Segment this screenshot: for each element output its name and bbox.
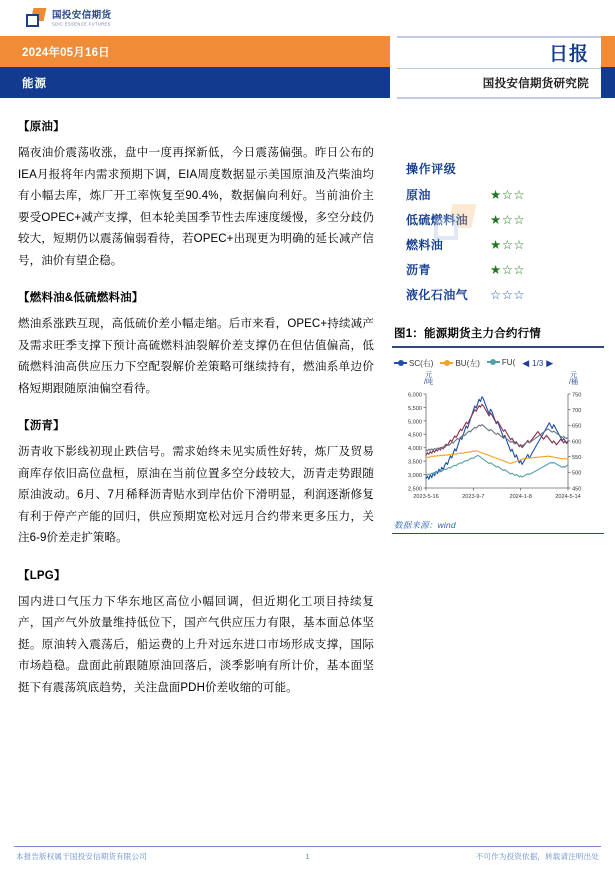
copyright-text: 本报告版权属于国投安信期货有限公司 [16, 852, 147, 861]
section-crude-oil [18, 118, 374, 272]
section-asphalt [18, 417, 374, 550]
research-institute: 国投安信期货研究院 [482, 78, 589, 90]
legend-item-fu[interactable] [487, 358, 515, 367]
page-footer [0, 846, 615, 862]
legend-swatch-bu [440, 362, 453, 364]
operation-rating-table [406, 160, 604, 303]
report-sector: 能源 [22, 77, 47, 90]
chart-source: 数据来源：wind [394, 519, 456, 530]
banner-date-row [0, 36, 390, 67]
banner-edge-orange [601, 36, 615, 67]
company-logo-icon [26, 8, 46, 28]
chart-bottom-rule [392, 533, 604, 534]
legend-item-bu[interactable] [440, 358, 479, 369]
rating-product-name: 液化石油气 [406, 288, 469, 302]
svg-text:3,500: 3,500 [408, 459, 422, 466]
section-lpg [18, 567, 374, 700]
svg-text:550: 550 [572, 454, 582, 461]
svg-text:2024-1-8: 2024-1-8 [509, 493, 532, 500]
chart-title-rule [392, 346, 604, 348]
line-chart-svg [392, 388, 604, 516]
svg-text:6,000: 6,000 [408, 391, 422, 398]
pager-label: 1/3 [532, 358, 544, 368]
report-date: 2024年05月16日 [22, 46, 110, 59]
section-fuel-oil [18, 289, 374, 400]
legend-swatch-sc [394, 362, 407, 364]
brand-text [52, 10, 111, 27]
chart-figure [392, 325, 604, 534]
commentary-column [18, 118, 374, 716]
section-title: 【沥青】 [18, 420, 65, 432]
rating-stars: ★☆☆ [490, 187, 526, 202]
svg-text:2024-5-14: 2024-5-14 [555, 493, 581, 500]
banner-left [0, 36, 390, 98]
rating-product-name: 低硫燃料油 [406, 213, 469, 227]
svg-text:2,500: 2,500 [408, 485, 422, 492]
sidebar-column [392, 160, 604, 534]
svg-text:3,000: 3,000 [408, 472, 422, 479]
svg-text:600: 600 [572, 438, 582, 445]
rating-heading: 操作评级 [406, 162, 457, 176]
section-text: 沥青收下影线初现止跌信号。需求始终未见实质性好转，炼厂及贸易商库存依旧高位盘桓，原油在当前位置多空分歧较大，沥青走势跟随原油波动。6月、7月稀释沥青贴水到岸估价下滑明显，利润逐渐修复有利于停产产能的回归，供应预期宽松对远月合约带来更多压力，关注6-9价差走扩策略。 [18, 446, 374, 544]
legend-swatch-fu [487, 361, 500, 363]
banner-divider-bottom [397, 97, 601, 99]
brand-name-cn: 国投安信期货 [52, 9, 112, 21]
section-title: 【原油】 [18, 121, 65, 133]
chart-title: 图1：能源期货主力合约行情 [394, 328, 541, 340]
section-title: 【LPG】 [18, 569, 66, 582]
rating-row [406, 261, 604, 278]
svg-text:4,500: 4,500 [408, 432, 422, 439]
chart-legend [392, 358, 604, 388]
section-text: 国内进口气压力下华东地区高位小幅回调，但近期化工项目持续复产，国产气外放量维持低位下，国产气供应压力有限，基本面总体坚挺。原油转入震荡后，船运费的上升对远东进口市场形成支撑，国际市场趋稳。盘面此前跟随原油回落后，淡季影响有所计价，基本面坚挺下有震荡筑底趋势，关注盘面PDH价差收缩的可能。 [18, 595, 374, 694]
page-number: 1 [305, 852, 310, 861]
rating-row [406, 186, 604, 203]
svg-text:4,000: 4,000 [408, 445, 422, 452]
svg-text:5,000: 5,000 [408, 418, 422, 425]
svg-text:2023-9-7: 2023-9-7 [462, 493, 485, 500]
section-text: 燃油系涨跌互现，高低硫价差小幅走缩。后市来看，OPEC+持续减产及需求旺季支撑下预计高硫燃料油裂解价差支撑仍在但估值偏高，低硫燃料油高供应压力下空配裂解价差策略可继续持有，燃油系单边价格短期跟随原油偏空看待。 [18, 318, 374, 395]
legend-pager[interactable] [522, 358, 553, 369]
chart-plot-area [392, 388, 604, 516]
svg-text:650: 650 [572, 423, 582, 430]
legend-label-sc: SC(右) [409, 358, 434, 368]
rating-row [406, 211, 604, 228]
svg-text:450: 450 [572, 485, 582, 492]
legend-label-bu: BU(左) [455, 358, 480, 368]
brand-header [0, 0, 615, 36]
banner-edge-blue [601, 67, 615, 98]
report-banner [0, 36, 615, 98]
report-type: 日报 [548, 44, 589, 65]
svg-text:700: 700 [572, 407, 582, 414]
disclaimer-text: 不可作为投资依据，转载请注明出处 [475, 852, 599, 861]
footer-divider [14, 846, 601, 847]
section-text: 隔夜油价震荡收涨，盘中一度再探新低，今日震荡偏强。昨日公布的IEA月报将年内需求预期下调，EIA周度数据显示美国原油及汽柴油均有小幅去库，炼厂开工率恢复至90.4%，数据偏向利好。当前油价主要受OPEC+减产支撑，但本轮美国季节性去库速度缓慢，多空分歧仍较大，短期仍以震荡偏弱看待，若OPEC+出现更为明确的延长减产信号，油价有望企稳。 [18, 147, 374, 267]
rating-product-name: 燃料油 [406, 238, 444, 252]
section-title: 【燃料油&低硫燃料油】 [18, 292, 144, 304]
legend-item-sc[interactable] [394, 358, 433, 369]
rating-product-name: 原油 [406, 188, 431, 202]
svg-text:500: 500 [572, 470, 582, 477]
rating-stars: ☆☆☆ [490, 287, 526, 302]
rating-row [406, 236, 604, 253]
rating-stars: ★☆☆ [490, 237, 526, 252]
axis-unit-left: 元 /吨 [424, 371, 433, 386]
brand-name-en: SDIC ESSENCE FUTURES [52, 20, 111, 26]
rating-product-name: 沥青 [406, 263, 431, 277]
banner-right [390, 36, 615, 98]
report-body [0, 110, 615, 825]
legend-label-fu: FU( [501, 357, 516, 367]
svg-text:750: 750 [572, 391, 582, 398]
chevron-left-icon[interactable]: ◀ [522, 357, 530, 368]
banner-sector-row [0, 67, 390, 98]
chevron-right-icon[interactable]: ▶ [546, 357, 554, 368]
rating-stars: ★☆☆ [490, 212, 526, 227]
rating-stars: ★☆☆ [490, 262, 526, 277]
svg-text:2023-5-16: 2023-5-16 [413, 493, 439, 500]
axis-unit-right: 元 /桶 [569, 371, 578, 386]
rating-row [406, 286, 604, 303]
svg-text:5,500: 5,500 [408, 405, 422, 412]
